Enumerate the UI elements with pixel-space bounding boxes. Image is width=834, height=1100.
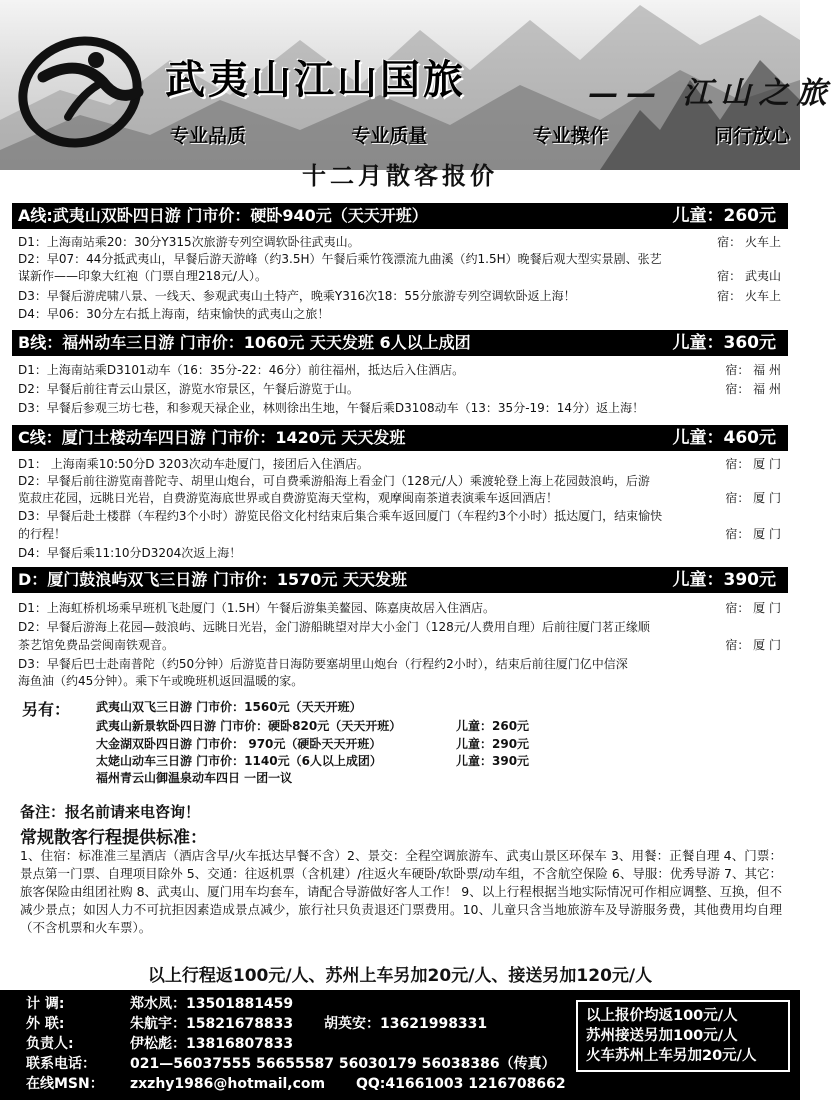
itinerary-row bbox=[18, 251, 783, 267]
itinerary-row bbox=[18, 619, 783, 635]
route-a-header bbox=[12, 203, 788, 229]
row-text: D1： 上海南乘10:50分D 3203次动车赴厦门，接团后入住酒店。 bbox=[18, 457, 369, 471]
row-stay: 宿： 厦 门 bbox=[725, 491, 781, 505]
contact-label: 在线MSN： bbox=[26, 1076, 104, 1092]
row-stay: 宿： 厦 门 bbox=[725, 457, 781, 471]
contact-value: 郑水凤：13501881459 bbox=[130, 996, 294, 1012]
contact-label: 外 联: bbox=[26, 1016, 65, 1032]
contact-row bbox=[26, 1054, 556, 1074]
extra-text: 太姥山动车三日游 门市价：1140元（6人以上成团） bbox=[96, 754, 382, 768]
itinerary-row bbox=[18, 473, 783, 489]
itinerary-row bbox=[18, 456, 783, 472]
row-text: D1：上海南站乘D3101动车（16：35分-22：46分）前往福州，抵达后入住酒店。 bbox=[18, 363, 465, 377]
contact-row bbox=[26, 1014, 488, 1034]
itinerary-row bbox=[18, 508, 783, 524]
contact-value: 021—56037555 56655587 56030179 56038386（传真） bbox=[130, 1056, 556, 1072]
itinerary-row bbox=[18, 637, 783, 653]
row-text: 的行程！ bbox=[18, 527, 67, 541]
row-text: D2：早餐后游海上花园—鼓浪屿、远眺日光岩，金门游船眺望对岸大小金门（128元/人费用自理）后前往厦门茗正缘顺 bbox=[18, 620, 650, 634]
row-stay: 宿： 厦 门 bbox=[725, 601, 781, 615]
itinerary-row bbox=[18, 381, 783, 397]
route-title: D：厦门鼓浪屿双飞三日游 门市价：1570元 天天发班 bbox=[18, 570, 407, 589]
extras-heading: 另有： bbox=[22, 700, 71, 719]
contact-row bbox=[26, 1034, 294, 1054]
page-title: 十二月散客报价 bbox=[302, 162, 498, 190]
itinerary-row bbox=[18, 490, 783, 506]
contact-label: 联系电话： bbox=[26, 1056, 96, 1072]
slogan: 专业操作 bbox=[532, 125, 609, 147]
contact-row bbox=[26, 994, 294, 1014]
itinerary-row bbox=[18, 268, 783, 284]
row-text: D4：早06：30分左右抵上海南，结束愉快的武夷山之旅！ bbox=[18, 307, 330, 321]
row-text: D1：上海虹桥机场乘早班机飞赴厦门（1.5H）午餐后游集美鳌园、陈嘉庚故居入住酒店。 bbox=[18, 601, 495, 615]
slogan: 专业质量 bbox=[351, 125, 428, 147]
itinerary-row bbox=[18, 400, 783, 416]
route-title: C线：厦门土楼动车四日游 门市价：1420元 天天发班 bbox=[18, 428, 406, 447]
itinerary-row bbox=[18, 545, 783, 561]
summary-line: 以上行程返100元/人、苏州上车另加20元/人、接送另加120元/人 bbox=[147, 966, 653, 986]
extra-text: 大金湖双卧四日游 门市价： 970元（硬卧天天开班） bbox=[96, 737, 382, 751]
row-text: D2：早餐后前往游览南普陀寺、胡里山炮台，可自费乘游船海上看金门（128元/人）乘渡轮登上海上花园鼓浪屿，后游 bbox=[18, 474, 650, 488]
row-text: D4：早餐后乘11:10分D3204次返上海！ bbox=[18, 546, 242, 560]
itinerary-row bbox=[18, 526, 783, 542]
extra-child-price: 儿童：260元 bbox=[456, 719, 530, 733]
child-price: 儿童：460元 bbox=[672, 428, 776, 448]
extra-child-price: 儿童：390元 bbox=[456, 754, 530, 768]
row-text: 海鱼油（约45分钟）。乘下午或晚班机返回温暖的家。 bbox=[18, 674, 304, 688]
row-stay: 宿： 厦 门 bbox=[725, 638, 781, 652]
route-title: B线：福州动车三日游 门市价：1060元 天天发班 6人以上成团 bbox=[18, 333, 471, 352]
logo-icon bbox=[8, 22, 158, 152]
row-stay: 宿： 武夷山 bbox=[717, 269, 781, 283]
extra-route bbox=[96, 736, 530, 752]
contact-label: 计 调: bbox=[26, 996, 65, 1012]
brand-name: 武夷山江山国旅 bbox=[165, 57, 466, 103]
child-price: 儿童：360元 bbox=[672, 333, 776, 353]
contact-value: QQ:41661003 1216708662 bbox=[356, 1076, 566, 1092]
extra-route bbox=[96, 699, 362, 715]
extra-route bbox=[96, 770, 292, 786]
row-text: D1：上海南站乘20：30分Y315次旅游专列空调软卧往武夷山。 bbox=[18, 235, 360, 249]
row-stay: 宿： 火车上 bbox=[717, 235, 781, 249]
extra-route bbox=[96, 753, 530, 769]
row-text: D3：早餐后赴土楼群（车程约3个小时）游览民俗文化村结束后集合乘车返回厦门（车程约3个小时）抵达厦门，结束愉快 bbox=[18, 509, 663, 523]
itinerary-row bbox=[18, 673, 783, 689]
rebate-line: 火车苏州上车另加20元/人 bbox=[586, 1048, 757, 1064]
standards-heading: 常规散客行程提供标准： bbox=[20, 828, 207, 848]
route-b-header bbox=[12, 330, 788, 356]
rebate-line: 以上报价均返100元/人 bbox=[586, 1008, 738, 1024]
itinerary-row bbox=[18, 362, 783, 378]
contact-value: zxzhy1986@hotmail,com bbox=[130, 1076, 326, 1092]
header-banner bbox=[0, 0, 834, 170]
slogan-row bbox=[170, 121, 790, 151]
slogan: 同行放心 bbox=[713, 125, 790, 147]
itinerary-row bbox=[18, 600, 783, 616]
row-text: 茶艺馆免费品尝闽南铁观音。 bbox=[18, 638, 175, 652]
row-text: D2：早餐后前往青云山景区，游览水帘景区，午餐后游览于山。 bbox=[18, 382, 359, 396]
row-text: D2：早07：44分抵武夷山，早餐后游天游峰（约3.5H）午餐后乘竹筏漂流九曲溪（约1.5H）晚餐后观大型实景剧、张艺 bbox=[18, 252, 662, 266]
rebate-box bbox=[576, 1000, 790, 1072]
extra-child-price: 儿童：290元 bbox=[456, 737, 530, 751]
extra-text: 武夷山双飞三日游 门市价：1560元（天天开班） bbox=[96, 700, 362, 714]
row-stay: 宿： 火车上 bbox=[717, 289, 781, 303]
row-text: 览菽庄花园，远眺日光岩，自费游览海底世界或自费游览海天堂构，观摩闽南茶道表演乘车返回酒店！ bbox=[18, 491, 559, 505]
route-title: A线:武夷山双卧四日游 门市价：硬卧940元（天天开班） bbox=[18, 206, 428, 225]
child-price: 儿童：390元 bbox=[672, 570, 776, 590]
route-d-header bbox=[12, 567, 788, 593]
row-text: 谋新作——印象大红袍（门票自理218元/人）。 bbox=[18, 269, 267, 283]
contact-label: 负责人: bbox=[26, 1036, 74, 1052]
itinerary-row bbox=[18, 306, 783, 322]
row-stay: 宿： 福 州 bbox=[725, 382, 781, 396]
contact-value: 伊松彪：13816807833 bbox=[130, 1036, 294, 1052]
itinerary-row bbox=[18, 288, 783, 304]
extra-text: 福州青云山御温泉动车四日 一团一议 bbox=[96, 771, 293, 785]
note-text: 备注：报名前请来电咨询！ bbox=[20, 803, 201, 821]
child-price: 儿童：260元 bbox=[672, 206, 776, 226]
contact-value: 胡英安：13621998331 bbox=[324, 1016, 488, 1032]
slogan: 专业品质 bbox=[170, 125, 247, 147]
row-text: D3：早餐后参观三坊七巷，和参观天禄企业，林则徐出生地，午餐后乘D3108动车（13：35分-19：14分）返上海！ bbox=[18, 401, 645, 415]
brand-subtitle: —— 江山之旅 bbox=[588, 76, 834, 111]
itinerary-row bbox=[18, 234, 783, 250]
contact-value: 朱航宇：15821678833 bbox=[130, 1016, 294, 1032]
row-text: D3：早餐后游虎啸八景、一线天、参观武夷山土特产，晚乘Y316次18：55分旅游专列空调软卧返上海！ bbox=[18, 289, 576, 303]
standards-body: 1、住宿：标准准三星酒店（酒店含早/火车抵达早餐不含）2、景交：全程空调旅游车、武夷山景区环保车 3、用餐：正餐自理 4、门票：景点第一门票、自理项目除外 5、交通：往返机票（含机建）/往返火车硬卧/软卧票/动车组，不含航空保险 6、导服：优秀导游 7、其它：旅客保险由组团社购 8、武夷山、厦门用车均套车，请配合导游做好客人工作！ 9、以上行程根据当地实际情况可作相应调整、互换，但不减少景点；如因人力不可抗拒因素造成景点减少，旅行社只负责退还门票费用。10、儿童只含当地旅游车及导游服务费，其他费用均自理（不含机票和火车票）。 bbox=[20, 848, 782, 935]
route-c-header bbox=[12, 425, 788, 451]
itinerary-row bbox=[18, 656, 783, 672]
row-text: D3：早餐后巴士赴南普陀（约50分钟）后游览昔日海防要塞胡里山炮台（行程约2小时），结束后前往厦门亿中信深 bbox=[18, 657, 628, 671]
row-stay: 宿： 福 州 bbox=[725, 363, 781, 377]
extra-text: 武夷山新景软卧四日游 门市价：硬卧820元（天天开班） bbox=[96, 719, 402, 733]
contact-row bbox=[26, 1074, 566, 1094]
extra-route bbox=[96, 718, 530, 734]
row-stay: 宿： 厦 门 bbox=[725, 527, 781, 541]
rebate-line: 苏州接送另加100元/人 bbox=[586, 1028, 738, 1044]
